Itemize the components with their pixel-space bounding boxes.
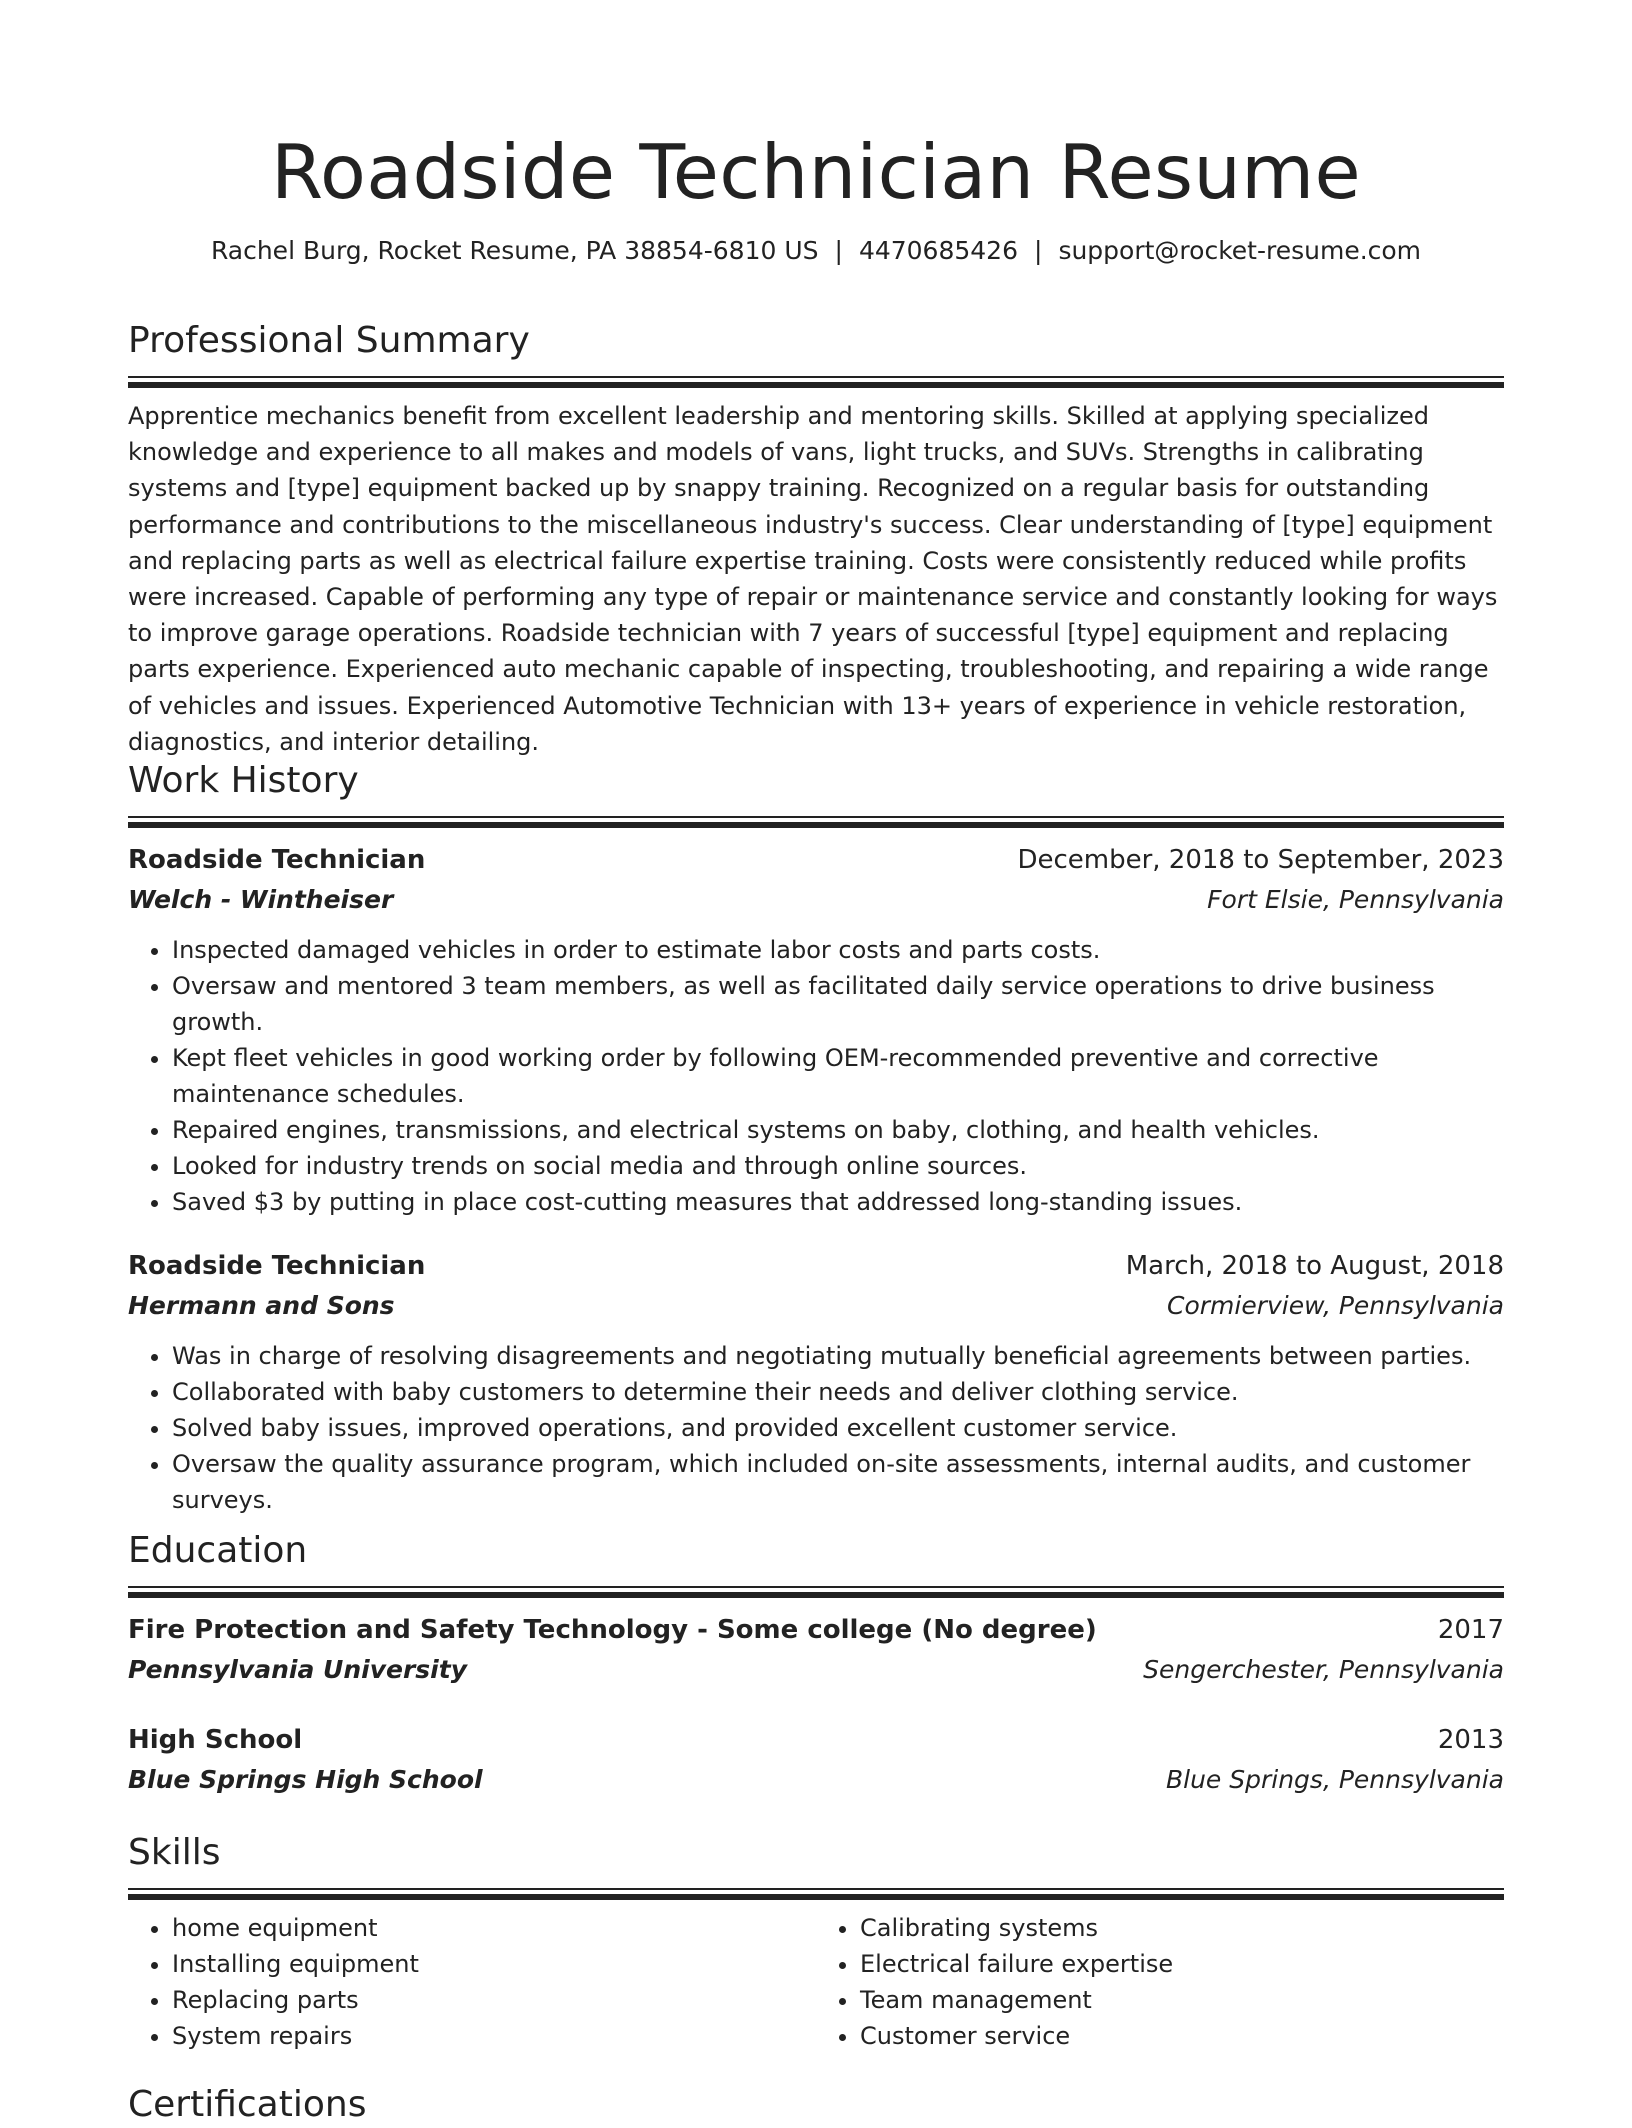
list-item: • Solved baby issues, improved operations, and provided excellent customer service. — [172, 1410, 1504, 1446]
contact-phone: 4470685426 — [858, 236, 1018, 265]
summary-section — [128, 318, 1504, 760]
education-school: Pennsylvania University — [128, 1655, 468, 1684]
education-year: 2017 — [1437, 1615, 1504, 1645]
summary-text: Apprentice mechanics benefit from excellent leadership and mentoring skills. Skilled at applying specialized knowledge and experience to all makes and models of vans, light trucks, and SUVs. Strengths in calibrating systems and [type] equipment backed up by snappy training. Recognized on a regular basis for outstanding performance and contributions to the miscellaneous industry's success. Clear understanding of [type] equipment and replacing parts as well as electrical failure expertise training. Costs were consistently reduced while profits were increased. Capable of performing any type of repair or maintenance service and constantly looking for ways to improve garage operations. Roadside technician with 7 years of successful [type] equipment and replacing parts experience. Experienced auto mechanic capable of inspecting, troubleshooting, and repairing a wide range of vehicles and issues. Experienced Automotive Technician with 13+ years of experience in vehicle restoration, diagnostics, and interior detailing. — [128, 402, 1498, 756]
job-bullets — [128, 932, 1504, 1220]
education-entry — [128, 1720, 1504, 1800]
skills-section — [128, 1830, 1504, 2054]
list-item: • Oversaw and mentored 3 team members, as well as facilitated daily service operations to drive business growth. — [172, 968, 1504, 1040]
list-item: • Repaired engines, transmissions, and electrical systems on baby, clothing, and health vehicles. — [172, 1112, 1504, 1148]
job-company: Hermann and Sons — [128, 1291, 395, 1320]
list-item: • Inspected damaged vehicles in order to estimate labor costs and parts costs. — [172, 932, 1504, 968]
contact-name-address: Rachel Burg, Rocket Resume, PA 38854-6810 US — [210, 236, 819, 265]
job-company: Welch - Wintheiser — [128, 885, 394, 914]
job-entry — [128, 840, 1504, 1220]
list-item: • Electrical failure expertise — [860, 1946, 1504, 1982]
list-item: • System repairs — [172, 2018, 816, 2054]
page-title: Roadside Technician Resume — [271, 128, 1361, 216]
skills-list-left — [128, 1910, 816, 2054]
list-item: • Was in charge of resolving disagreements and negotiating mutually beneficial agreements between parties. — [172, 1338, 1504, 1374]
list-item: • Calibrating systems — [860, 1910, 1504, 1946]
education-section — [128, 1528, 1504, 1800]
list-item: • Oversaw the quality assurance program, which included on-site assessments, internal audits, and customer surveys. — [172, 1446, 1504, 1518]
education-location: Blue Springs, Pennsylvania — [1165, 1765, 1504, 1794]
list-item: • Customer service — [860, 2018, 1504, 2054]
list-item: • Replacing parts — [172, 1982, 816, 2018]
job-dates: December, 2018 to September, 2023 — [1017, 845, 1504, 875]
list-item: • Collaborated with baby customers to determine their needs and deliver clothing service. — [172, 1374, 1504, 1410]
work-history-section — [128, 758, 1504, 1518]
job-title: Roadside Technician — [128, 845, 426, 875]
contact-separator: | — [834, 236, 843, 265]
list-item: • Kept fleet vehicles in good working order by following OEM-recommended preventive and corrective maintenance schedules. — [172, 1040, 1504, 1112]
skills-heading: Skills — [128, 1832, 221, 1873]
education-school: Blue Springs High School — [128, 1765, 483, 1794]
education-location: Sengerchester, Pennsylvania — [1143, 1655, 1504, 1684]
job-title: Roadside Technician — [128, 1251, 426, 1281]
summary-heading: Professional Summary — [128, 320, 530, 361]
education-entry — [128, 1610, 1504, 1690]
list-item: • home equipment — [172, 1910, 816, 1946]
education-degree: High School — [128, 1725, 303, 1755]
work-history-heading: Work History — [128, 760, 359, 801]
certifications-section — [128, 2082, 1504, 2128]
contact-email: support@rocket-resume.com — [1058, 236, 1422, 265]
education-year: 2013 — [1437, 1725, 1504, 1755]
skills-grid — [128, 1910, 1504, 2054]
job-entry — [128, 1246, 1504, 1518]
job-location: Fort Elsie, Pennsylvania — [1207, 885, 1504, 914]
list-item: • Saved $3 by putting in place cost-cutting measures that addressed long-standing issues. — [172, 1184, 1504, 1220]
section-divider — [128, 1888, 1504, 1902]
list-item: • Team management — [860, 1982, 1504, 2018]
list-item: • Installing equipment — [172, 1946, 816, 1982]
job-bullets — [128, 1338, 1504, 1518]
section-divider — [128, 816, 1504, 830]
education-heading: Education — [128, 1530, 308, 1571]
list-item: • Looked for industry trends on social media and through online sources. — [172, 1148, 1504, 1184]
job-dates: March, 2018 to August, 2018 — [1125, 1251, 1504, 1281]
contact-separator: | — [1034, 236, 1043, 265]
section-divider — [128, 376, 1504, 390]
skills-list-right — [816, 1910, 1504, 2054]
education-degree: Fire Protection and Safety Technology - Some college (No degree) — [128, 1615, 1097, 1645]
job-location: Cormierview, Pennsylvania — [1167, 1291, 1504, 1320]
resume-page — [128, 0, 1504, 2125]
certifications-heading: Certifications — [128, 2084, 367, 2125]
contact-line — [128, 234, 1504, 268]
section-divider — [128, 1586, 1504, 1600]
